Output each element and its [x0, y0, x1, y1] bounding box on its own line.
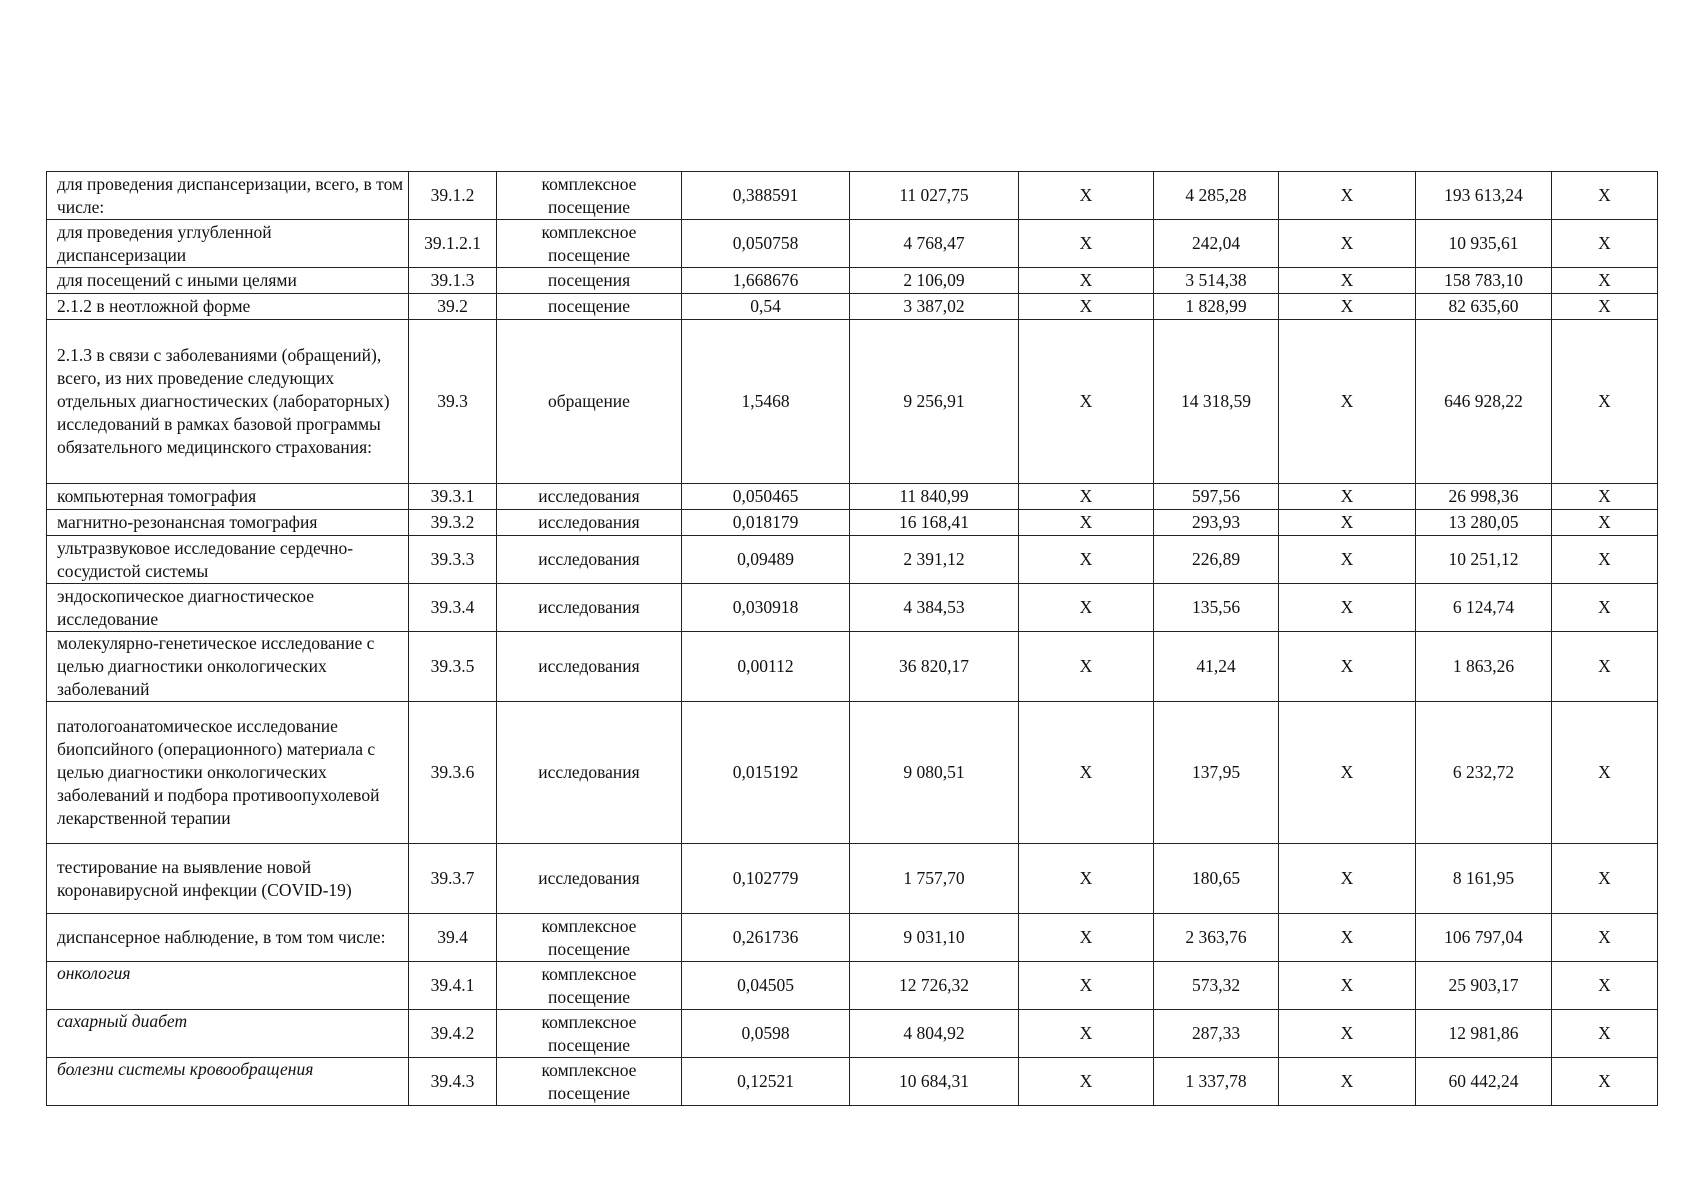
row-cost-cell: 2 106,09	[850, 268, 1019, 294]
row-cost-cell: 36 820,17	[850, 632, 1019, 702]
row-norm-cell: 0,018179	[682, 510, 850, 536]
row-name-cell: магнитно-резонансная томография	[47, 510, 409, 536]
row-unit-cell: исследования	[497, 584, 682, 632]
row-x-cell: X	[1552, 632, 1658, 702]
row-unit-cell: комплексное посещение	[497, 962, 682, 1010]
row-x-cell: X	[1279, 632, 1416, 702]
row-x-cell: X	[1019, 914, 1154, 962]
row-code-cell: 39.4	[409, 914, 497, 962]
row-total-cell: 646 928,22	[1416, 320, 1552, 484]
row-total-cell: 13 280,05	[1416, 510, 1552, 536]
row-x-cell: X	[1552, 484, 1658, 510]
row-code-cell: 39.3.1	[409, 484, 497, 510]
row-x-cell: X	[1279, 220, 1416, 268]
row-code-cell: 39.3.4	[409, 584, 497, 632]
row-cost-cell: 11 840,99	[850, 484, 1019, 510]
row-cost-cell: 11 027,75	[850, 172, 1019, 220]
row-total-cell: 10 251,12	[1416, 536, 1552, 584]
row-cost-cell: 9 080,51	[850, 702, 1019, 844]
table-row	[47, 1058, 1658, 1106]
row-cost-cell: 9 256,91	[850, 320, 1019, 484]
row-unit-cell: исследования	[497, 536, 682, 584]
row-total-cell: 82 635,60	[1416, 294, 1552, 320]
row-x-cell: X	[1019, 220, 1154, 268]
row-total-cell: 26 998,36	[1416, 484, 1552, 510]
row-norm-cell: 0,030918	[682, 584, 850, 632]
row-x-cell: X	[1279, 294, 1416, 320]
row-code-cell: 39.1.2	[409, 172, 497, 220]
row-value-cell: 1 828,99	[1154, 294, 1279, 320]
row-cost-cell: 9 031,10	[850, 914, 1019, 962]
row-x-cell: X	[1279, 962, 1416, 1010]
row-code-cell: 39.2	[409, 294, 497, 320]
row-x-cell: X	[1019, 484, 1154, 510]
table-row	[47, 962, 1658, 1010]
row-norm-cell: 1,668676	[682, 268, 850, 294]
table-row	[47, 632, 1658, 702]
row-x-cell: X	[1552, 536, 1658, 584]
table-body	[47, 172, 1658, 1106]
row-name-cell: для проведения углубленной диспансеризации	[47, 220, 409, 268]
row-unit-cell: исследования	[497, 702, 682, 844]
row-name-cell: болезни системы кровообращения	[47, 1058, 409, 1106]
row-total-cell: 25 903,17	[1416, 962, 1552, 1010]
row-code-cell: 39.3.5	[409, 632, 497, 702]
row-x-cell: X	[1552, 172, 1658, 220]
row-code-cell: 39.4.2	[409, 1010, 497, 1058]
row-norm-cell: 0,54	[682, 294, 850, 320]
row-cost-cell: 10 684,31	[850, 1058, 1019, 1106]
row-x-cell: X	[1552, 268, 1658, 294]
row-x-cell: X	[1019, 172, 1154, 220]
table-row	[47, 536, 1658, 584]
row-name-cell: для проведения диспансеризации, всего, в том числе:	[47, 172, 409, 220]
row-x-cell: X	[1279, 584, 1416, 632]
row-total-cell: 12 981,86	[1416, 1010, 1552, 1058]
row-x-cell: X	[1019, 844, 1154, 914]
row-name-cell: тестирование на выявление новой коронавирусной инфекции (COVID-19)	[47, 844, 409, 914]
row-code-cell: 39.1.3	[409, 268, 497, 294]
row-norm-cell: 0,050758	[682, 220, 850, 268]
row-name-cell: патологоанатомическое исследование биопсийного (операционного) материала с целью диагностики онкологических заболеваний и подбора противоопухолевой лекарственной терапии	[47, 702, 409, 844]
row-value-cell: 573,32	[1154, 962, 1279, 1010]
row-value-cell: 180,65	[1154, 844, 1279, 914]
row-cost-cell: 2 391,12	[850, 536, 1019, 584]
row-x-cell: X	[1019, 702, 1154, 844]
row-value-cell: 1 337,78	[1154, 1058, 1279, 1106]
row-x-cell: X	[1279, 536, 1416, 584]
row-name-cell: компьютерная томография	[47, 484, 409, 510]
row-norm-cell: 0,015192	[682, 702, 850, 844]
data-table	[46, 171, 1658, 1106]
row-value-cell: 2 363,76	[1154, 914, 1279, 962]
row-x-cell: X	[1279, 510, 1416, 536]
table-row	[47, 1010, 1658, 1058]
row-norm-cell: 0,102779	[682, 844, 850, 914]
row-x-cell: X	[1019, 510, 1154, 536]
row-x-cell: X	[1019, 584, 1154, 632]
row-total-cell: 6 232,72	[1416, 702, 1552, 844]
row-total-cell: 106 797,04	[1416, 914, 1552, 962]
row-code-cell: 39.1.2.1	[409, 220, 497, 268]
row-code-cell: 39.4.1	[409, 962, 497, 1010]
row-code-cell: 39.4.3	[409, 1058, 497, 1106]
row-x-cell: X	[1019, 632, 1154, 702]
row-unit-cell: исследования	[497, 844, 682, 914]
row-norm-cell: 0,0598	[682, 1010, 850, 1058]
table-row	[47, 584, 1658, 632]
row-value-cell: 226,89	[1154, 536, 1279, 584]
row-value-cell: 137,95	[1154, 702, 1279, 844]
row-norm-cell: 0,04505	[682, 962, 850, 1010]
row-value-cell: 287,33	[1154, 1010, 1279, 1058]
row-norm-cell: 0,388591	[682, 172, 850, 220]
table-row	[47, 510, 1658, 536]
row-x-cell: X	[1552, 320, 1658, 484]
row-x-cell: X	[1552, 962, 1658, 1010]
table-row	[47, 294, 1658, 320]
row-x-cell: X	[1279, 1058, 1416, 1106]
row-x-cell: X	[1019, 268, 1154, 294]
row-value-cell: 4 285,28	[1154, 172, 1279, 220]
row-norm-cell: 0,050465	[682, 484, 850, 510]
row-unit-cell: исследования	[497, 510, 682, 536]
row-cost-cell: 12 726,32	[850, 962, 1019, 1010]
row-name-cell: диспансерное наблюдение, в том том числе:	[47, 914, 409, 962]
row-total-cell: 6 124,74	[1416, 584, 1552, 632]
row-x-cell: X	[1552, 510, 1658, 536]
row-unit-cell: посещение	[497, 294, 682, 320]
row-cost-cell: 4 804,92	[850, 1010, 1019, 1058]
row-x-cell: X	[1552, 294, 1658, 320]
row-cost-cell: 4 768,47	[850, 220, 1019, 268]
row-norm-cell: 0,09489	[682, 536, 850, 584]
table-row	[47, 702, 1658, 844]
row-code-cell: 39.3.3	[409, 536, 497, 584]
row-x-cell: X	[1279, 702, 1416, 844]
row-value-cell: 597,56	[1154, 484, 1279, 510]
row-x-cell: X	[1279, 268, 1416, 294]
row-total-cell: 8 161,95	[1416, 844, 1552, 914]
row-x-cell: X	[1279, 844, 1416, 914]
row-x-cell: X	[1019, 536, 1154, 584]
row-x-cell: X	[1019, 1058, 1154, 1106]
row-x-cell: X	[1552, 702, 1658, 844]
row-name-cell: 2.1.2 в неотложной форме	[47, 294, 409, 320]
row-x-cell: X	[1552, 844, 1658, 914]
row-x-cell: X	[1552, 1010, 1658, 1058]
row-x-cell: X	[1552, 584, 1658, 632]
row-unit-cell: комплексное посещение	[497, 1058, 682, 1106]
row-x-cell: X	[1279, 320, 1416, 484]
row-total-cell: 60 442,24	[1416, 1058, 1552, 1106]
row-unit-cell: комплексное посещение	[497, 172, 682, 220]
row-name-cell: ультразвуковое исследование сердечно-сосудистой системы	[47, 536, 409, 584]
row-unit-cell: посещения	[497, 268, 682, 294]
row-name-cell: онкология	[47, 962, 409, 1010]
row-x-cell: X	[1279, 484, 1416, 510]
row-cost-cell: 4 384,53	[850, 584, 1019, 632]
row-unit-cell: исследования	[497, 632, 682, 702]
row-x-cell: X	[1019, 320, 1154, 484]
row-unit-cell: комплексное посещение	[497, 220, 682, 268]
row-x-cell: X	[1019, 294, 1154, 320]
row-unit-cell: комплексное посещение	[497, 1010, 682, 1058]
row-name-cell: эндоскопическое диагностическое исследование	[47, 584, 409, 632]
row-cost-cell: 1 757,70	[850, 844, 1019, 914]
row-cost-cell: 16 168,41	[850, 510, 1019, 536]
row-norm-cell: 0,00112	[682, 632, 850, 702]
table-row	[47, 220, 1658, 268]
row-x-cell: X	[1552, 220, 1658, 268]
table-row	[47, 484, 1658, 510]
table-row	[47, 914, 1658, 962]
row-value-cell: 135,56	[1154, 584, 1279, 632]
table-row	[47, 268, 1658, 294]
row-x-cell: X	[1279, 172, 1416, 220]
table-row	[47, 172, 1658, 220]
row-x-cell: X	[1019, 962, 1154, 1010]
row-x-cell: X	[1279, 914, 1416, 962]
row-norm-cell: 0,261736	[682, 914, 850, 962]
row-code-cell: 39.3.7	[409, 844, 497, 914]
row-code-cell: 39.3.6	[409, 702, 497, 844]
table-row	[47, 844, 1658, 914]
row-value-cell: 242,04	[1154, 220, 1279, 268]
row-name-cell: молекулярно-генетическое исследование с целью диагностики онкологических заболеваний	[47, 632, 409, 702]
row-value-cell: 14 318,59	[1154, 320, 1279, 484]
table-row	[47, 320, 1658, 484]
row-cost-cell: 3 387,02	[850, 294, 1019, 320]
row-total-cell: 1 863,26	[1416, 632, 1552, 702]
row-unit-cell: комплексное посещение	[497, 914, 682, 962]
row-value-cell: 3 514,38	[1154, 268, 1279, 294]
row-name-cell: сахарный диабет	[47, 1010, 409, 1058]
row-norm-cell: 0,12521	[682, 1058, 850, 1106]
row-x-cell: X	[1279, 1010, 1416, 1058]
row-norm-cell: 1,5468	[682, 320, 850, 484]
row-x-cell: X	[1552, 1058, 1658, 1106]
row-x-cell: X	[1552, 914, 1658, 962]
row-total-cell: 193 613,24	[1416, 172, 1552, 220]
row-name-cell: для посещений с иными целями	[47, 268, 409, 294]
row-code-cell: 39.3.2	[409, 510, 497, 536]
row-name-cell: 2.1.3 в связи с заболеваниями (обращений), всего, из них проведение следующих отдельных диагностических (лабораторных) исследований в рамках базовой программы обязательного медицинского страхования:	[47, 320, 409, 484]
row-value-cell: 293,93	[1154, 510, 1279, 536]
row-x-cell: X	[1019, 1010, 1154, 1058]
row-unit-cell: исследования	[497, 484, 682, 510]
row-total-cell: 158 783,10	[1416, 268, 1552, 294]
row-code-cell: 39.3	[409, 320, 497, 484]
row-total-cell: 10 935,61	[1416, 220, 1552, 268]
row-value-cell: 41,24	[1154, 632, 1279, 702]
row-unit-cell: обращение	[497, 320, 682, 484]
